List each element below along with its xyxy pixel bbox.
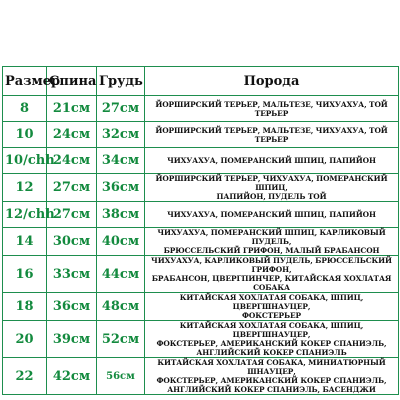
table-row (3, 256, 399, 293)
size-cell: 20 (3, 321, 47, 358)
header-size: Размер (3, 67, 47, 96)
chest-cell: 27см (97, 96, 145, 122)
chest-cell: 52см (97, 321, 145, 358)
breed-line: АНГЛИЙСКИЙ КОКЕР СПАНИЭЛЬ (196, 348, 347, 357)
size-cell: 18 (3, 293, 47, 321)
chest-cell: 32см (97, 122, 145, 148)
table-body (3, 96, 399, 395)
table-row (3, 96, 399, 122)
breed-line: БРАБАНСОН, ЦВЕРГПИНЧЕР, КИТАЙСКАЯ ХОХЛАТАЯ СОБАКА (151, 274, 392, 292)
table-row (3, 228, 399, 256)
size-cell: 14 (3, 228, 47, 256)
breed-line: КИТАЙСКАЯ ХОХЛАТАЯ СОБАКА, МИНИАТЮРНЫЙ ШНАУЦЕР, (157, 358, 386, 376)
table-row (3, 321, 399, 358)
breed-line: ЧИХУАХУА, КАРЛИКОВЫЙ ПУДЕЛЬ, БРЮССЕЛЬСКИЙ ГРИФОН, (151, 256, 392, 274)
chest-cell: 56см (97, 358, 145, 395)
table-row (3, 202, 399, 228)
breed-line: ФОКСТЕРЬЕР, АМЕРИКАНСКИЙ КОКЕР СПАНИЭЛЬ, (156, 376, 387, 385)
breed-line: ЧИХУАХУА, ПОМЕРАНСКИЙ ШПИЦ, ПАПИЙОН (167, 210, 376, 219)
breed-cell (145, 293, 399, 321)
table-row (3, 358, 399, 395)
chest-cell: 48см (97, 293, 145, 321)
breed-cell (145, 358, 399, 395)
table-header (3, 67, 399, 96)
breed-cell (145, 148, 399, 174)
table-row (3, 174, 399, 202)
header-chest: Грудь (97, 67, 145, 96)
back-cell: 30см (47, 228, 97, 256)
breed-line: КИТАЙСКАЯ ХОХЛАТАЯ СОБАКА, ШПИЦ, ЦВЕРГШНАУЦЕР, (179, 293, 364, 311)
header-breed: Порода (145, 67, 399, 96)
chest-cell: 34см (97, 148, 145, 174)
size-chart-table (2, 66, 399, 395)
breed-cell (145, 321, 399, 358)
breed-line: ЧИХУАХУА, ПОМЕРАНСКИЙ ШПИЦ, ПАПИЙОН (167, 156, 376, 165)
back-cell: 27см (47, 174, 97, 202)
chest-cell: 38см (97, 202, 145, 228)
chest-cell: 40см (97, 228, 145, 256)
size-cell: 16 (3, 256, 47, 293)
back-cell: 36см (47, 293, 97, 321)
breed-line: ПАПИЙОН, ПУДЕЛЬ ТОЙ (216, 192, 327, 201)
breed-line: ЙОРШИРСКИЙ ТЕРЬЕР, ЧИХУАХУА, ПОМЕРАНСКИЙ ШПИЦ, (155, 174, 388, 192)
back-cell: 33см (47, 256, 97, 293)
size-cell: 22 (3, 358, 47, 395)
breed-line: ЙОРШИРСКИЙ ТЕРЬЕР, МАЛЬТЕЗЕ, ЧИХУАХУА, ТОЙ ТЕРЬЕР (155, 99, 388, 118)
breed-cell (145, 122, 399, 148)
header-row (3, 67, 399, 96)
breed-line: ЧИХУАХУА, ПОМЕРАНСКИЙ ШПИЦ, КАРЛИКОВЫЙ ПУДЕЛЬ, (157, 228, 386, 246)
breed-cell (145, 174, 399, 202)
back-cell: 27см (47, 202, 97, 228)
table-row (3, 122, 399, 148)
breed-line: ФОКСТЕРЬЕР (241, 311, 302, 320)
breed-line: ЙОРШИРСКИЙ ТЕРЬЕР, МАЛЬТЕЗЕ, ЧИХУАХУА, ТОЙ ТЕРЬЕР (155, 125, 388, 144)
breed-line: БРЮССЕЛЬСКИЙ ГРИФОН, МАЛЫЙ БРАБАНСОН (163, 246, 380, 255)
size-cell: 10/chh (3, 148, 47, 174)
breed-cell (145, 228, 399, 256)
breed-line: ФОКСТЕРЬЕР, АМЕРИКАНСКИЙ КОКЕР СПАНИЭЛЬ, (156, 339, 387, 348)
size-cell: 10 (3, 122, 47, 148)
header-back: Спина (47, 67, 97, 96)
table-row (3, 148, 399, 174)
breed-cell (145, 202, 399, 228)
breed-line: КИТАЙСКАЯ ХОХЛАТАЯ СОБАКА, ШПИЦ, ЦВЕРГШНАУЦЕР, (179, 321, 364, 339)
size-cell: 12 (3, 174, 47, 202)
size-chart-container (0, 66, 400, 395)
back-cell: 21см (47, 96, 97, 122)
breed-cell (145, 256, 399, 293)
breed-cell (145, 96, 399, 122)
breed-line: АНГЛИЙСКИЙ КОКЕР СПАНИЭЛЬ, БАСЕНДЖИ (167, 385, 376, 394)
size-cell: 8 (3, 96, 47, 122)
back-cell: 39см (47, 321, 97, 358)
back-cell: 24см (47, 122, 97, 148)
back-cell: 24см (47, 148, 97, 174)
chest-cell: 44см (97, 256, 145, 293)
back-cell: 42см (47, 358, 97, 395)
size-cell: 12/chh (3, 202, 47, 228)
chest-cell: 36см (97, 174, 145, 202)
table-row (3, 293, 399, 321)
